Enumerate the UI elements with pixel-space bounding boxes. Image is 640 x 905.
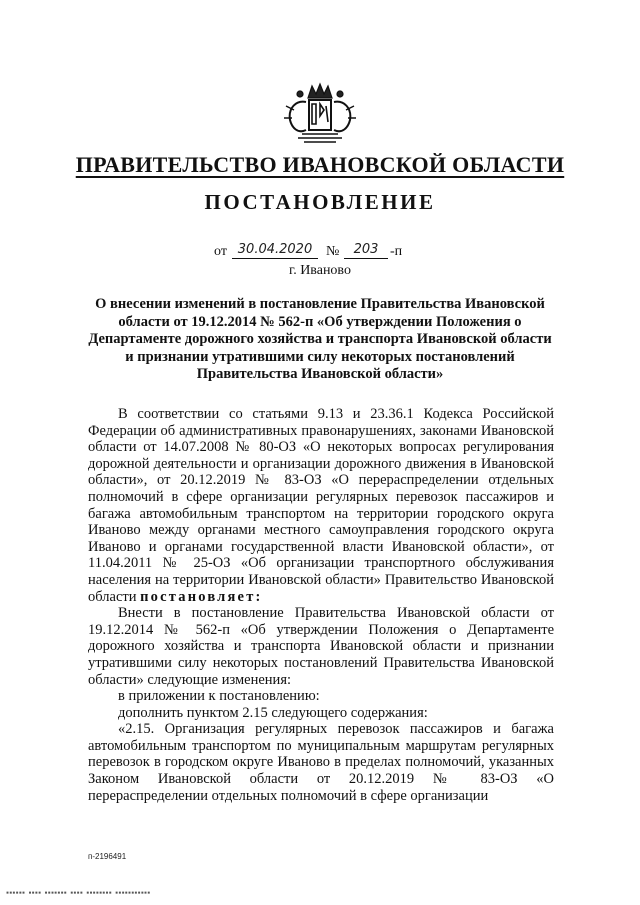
date-prefix: от [214,244,227,259]
resolves-keyword: постановляет: [140,588,263,605]
city-name: г. Иваново [289,263,351,278]
preamble-text: В соответствии со статьями 9.13 и 23.36.1 Кодекса Российской Федерации об административных правонарушениях, законами Ивановской области от 14.07.2008 № 80-ОЗ «О некоторых вопросах регулирования дорожной деятельности и организации дорожного движения в Ивановской области», от 20.12.2019 № 83-ОЗ «О перераспределении отдельных полномочий в сфере организации регулярных перевозок пассажиров и багажа автомобильным транспортом на территории городского округа Иваново между органами местного самоуправления городского округа Иваново и органами государственной власти Ивановской области», от 11.04.2011 № 25-ОЗ «Об организации транспортного обслуживания населения на территории Ивановской области» Правительство Ивановской области [88,406,554,605]
paragraph-annex: в приложении к постановлению: [118,688,320,705]
document-body [88,406,554,804]
paragraph-preamble [88,406,554,605]
document-subject: О внесении изменений в постановление Правительства Ивановской области от 19.12.2014 № 562-п «Об утверждении Положения о Департаменте дорожного хозяйства и транспорта Ивановской области и признании утратившими силу некоторых постановлений Правительства Ивановской области» [88,296,552,383]
coat-of-arms-emblem [282,80,358,146]
number-suffix: -п [390,244,403,259]
number-sign: № [326,244,340,259]
government-title [0,152,640,178]
paragraph-clause-2-15: «2.15. Организация регулярных перевозок пассажиров и багажа автомобильным транспортом по муниципальным маршрутам регулярных перевозок в городском округе Иваново в пределах полномочий, указанных Законом Ивановской области от 20.12.2019 № 83-ОЗ «О перераспределении отдельных полномочий в сфере организации [88,721,554,804]
paragraph-supplement: дополнить пунктом 2.15 следующего содержания: [118,704,428,721]
paragraph-amendment: Внести в постановление Правительства Ивановской области от 19.12.2014 № 562-п «Об утверждении Положения о Департаменте дорожного хозяйства и транспорта Ивановской области и признании утратившими силу некоторых постановлений Правительства Ивановской области» следующие изменения: [88,605,554,688]
scan-margin-artifact: ▪▪▪▪▪▪ ▪▪▪▪ ▪▪▪▪▪▪▪ ▪▪▪▪ ▪▪▪▪▪▪▪▪ ▪▪▪▪▪▪▪▪▪▪▪ [6,890,151,896]
handwritten-date: 30.04.2020 [232,242,318,259]
government-title-text: ПРАВИТЕЛЬСТВО ИВАНОВСКОЙ ОБЛАСТИ [75,152,565,177]
handwritten-number: 203 [344,242,388,259]
date-number-line [214,242,454,262]
document-type-heading: ПОСТАНОВЛЕНИЕ [204,190,436,214]
document-code: п-2196491 [88,852,127,861]
